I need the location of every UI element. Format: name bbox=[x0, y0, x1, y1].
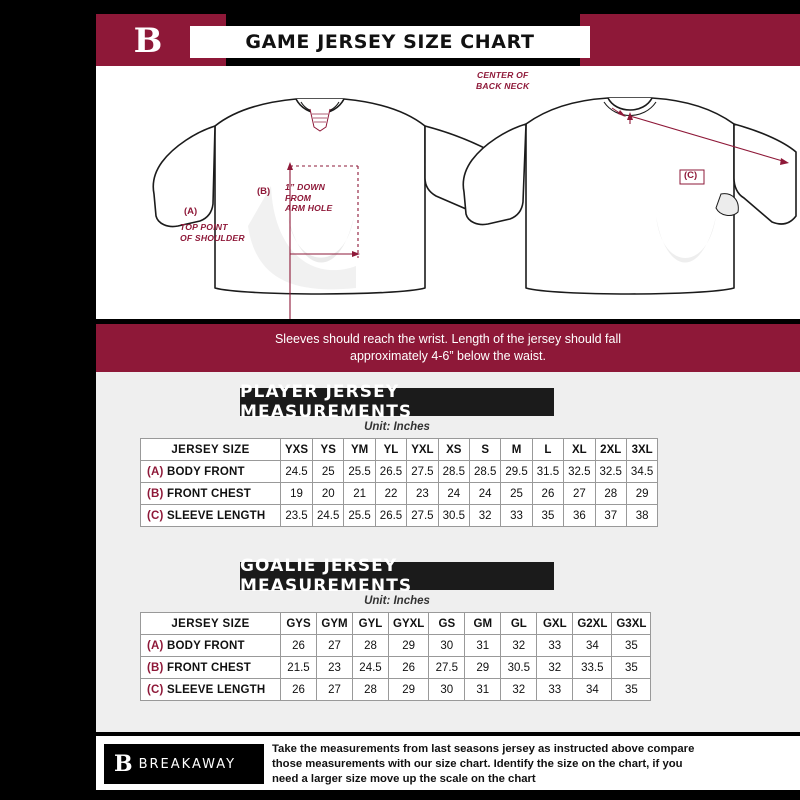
table-cell: 32 bbox=[537, 657, 573, 679]
table-cell: 37 bbox=[595, 505, 626, 527]
table-cell: 27.5 bbox=[407, 505, 438, 527]
table-cell: 25.5 bbox=[344, 461, 375, 483]
footer-logo-icon: B bbox=[114, 751, 133, 777]
column-header-size: XL bbox=[564, 439, 595, 461]
table-cell: 32 bbox=[501, 679, 537, 701]
table-cell: 24.5 bbox=[353, 657, 389, 679]
table-cell: 30.5 bbox=[501, 657, 537, 679]
table-cell: 30 bbox=[429, 679, 465, 701]
row-label: SLEEVE LENGTH bbox=[166, 509, 266, 522]
goalie-section-title-box bbox=[240, 556, 554, 596]
column-header-size: 3XL bbox=[626, 439, 657, 461]
table-cell: 26 bbox=[281, 635, 317, 657]
row-tag: (A) bbox=[147, 639, 167, 652]
table-cell: 28 bbox=[595, 483, 626, 505]
player-unit-label: Unit: Inches bbox=[364, 421, 430, 433]
column-header-size: L bbox=[532, 439, 563, 461]
table-cell: 19 bbox=[281, 483, 313, 505]
footer-instructions: Take the measurements from last seasons jersey as instructed above compare those measurements with our size chart. Identify the size on the chart, if you need a larger size move up the scale on the chart bbox=[272, 743, 695, 785]
table-cell: 23.5 bbox=[281, 505, 313, 527]
row-header bbox=[141, 483, 281, 505]
column-header-size: YL bbox=[375, 439, 406, 461]
fit-note-line2: approximately 4-6” below the waist. bbox=[350, 349, 546, 363]
table-cell: 32.5 bbox=[564, 461, 595, 483]
tag-b-icon: (B) bbox=[257, 186, 271, 197]
table-row bbox=[141, 461, 658, 483]
table-cell: 30.5 bbox=[438, 505, 469, 527]
row-tag: (B) bbox=[147, 661, 167, 674]
table-cell: 26 bbox=[389, 657, 429, 679]
table-cell: 21.5 bbox=[281, 657, 317, 679]
column-header-size: YM bbox=[344, 439, 375, 461]
column-header-size: YXS bbox=[281, 439, 313, 461]
table-cell: 31 bbox=[465, 679, 501, 701]
column-header-size: GYXL bbox=[389, 613, 429, 635]
column-header-size: GYS bbox=[281, 613, 317, 635]
table-cell: 29 bbox=[465, 657, 501, 679]
column-header-size: XS bbox=[438, 439, 469, 461]
table-cell: 24 bbox=[469, 483, 500, 505]
table-cell: 27.5 bbox=[407, 461, 438, 483]
player-section-title: PLAYER JERSEY MEASUREMENTS bbox=[240, 382, 413, 422]
table-cell: 27 bbox=[317, 635, 353, 657]
table-cell: 29 bbox=[389, 635, 429, 657]
table-header-row bbox=[141, 439, 658, 461]
column-header-size: GL bbox=[501, 613, 537, 635]
row-label: SLEEVE LENGTH bbox=[166, 683, 266, 696]
label-center-back-neck: CENTER OF BACK NECK bbox=[476, 70, 530, 91]
table-cell: 36 bbox=[564, 505, 595, 527]
body-left-strip bbox=[0, 372, 96, 732]
column-header-size: 2XL bbox=[595, 439, 626, 461]
label-top-point-shoulder: TOP POINT OF SHOULDER bbox=[180, 222, 245, 243]
table-cell: 35 bbox=[612, 635, 651, 657]
row-header bbox=[141, 505, 281, 527]
column-header-size: GYL bbox=[353, 613, 389, 635]
table-cell: 20 bbox=[313, 483, 344, 505]
table-cell: 25 bbox=[313, 461, 344, 483]
table-cell: 35 bbox=[532, 505, 563, 527]
row-header bbox=[141, 461, 281, 483]
table-row bbox=[141, 483, 658, 505]
player-measurements-table bbox=[140, 438, 658, 527]
table-cell: 29 bbox=[389, 679, 429, 701]
row-label: FRONT CHEST bbox=[166, 487, 251, 500]
table-cell: 32.5 bbox=[595, 461, 626, 483]
jersey-diagram-svg bbox=[96, 66, 800, 319]
table-cell: 32 bbox=[501, 635, 537, 657]
brand-logo-icon: B bbox=[133, 21, 163, 61]
row-tag: (C) bbox=[147, 683, 167, 696]
jersey-illustration-panel bbox=[96, 66, 800, 319]
table-cell: 21 bbox=[344, 483, 375, 505]
table-cell: 23 bbox=[317, 657, 353, 679]
table-cell: 24.5 bbox=[313, 505, 344, 527]
table-cell: 34 bbox=[573, 635, 612, 657]
table-row bbox=[141, 657, 651, 679]
table-cell: 22 bbox=[375, 483, 406, 505]
column-header-jersey-size: JERSEY SIZE bbox=[141, 439, 281, 461]
table-cell: 27.5 bbox=[429, 657, 465, 679]
row-tag: (C) bbox=[147, 509, 167, 522]
notebar-left-strip bbox=[0, 324, 96, 372]
goalie-unit-label: Unit: Inches bbox=[364, 595, 430, 607]
column-header-size: YXL bbox=[407, 439, 438, 461]
column-header-size: GM bbox=[465, 613, 501, 635]
table-cell: 35 bbox=[612, 679, 651, 701]
table-cell: 35 bbox=[612, 657, 651, 679]
table-cell: 38 bbox=[626, 505, 657, 527]
table-row bbox=[141, 679, 651, 701]
table-cell: 30 bbox=[429, 635, 465, 657]
fit-note-bar bbox=[96, 324, 800, 372]
table-cell: 33.5 bbox=[573, 657, 612, 679]
column-header-size: G3XL bbox=[612, 613, 651, 635]
player-section-title-box bbox=[240, 382, 554, 422]
table-cell: 25.5 bbox=[344, 505, 375, 527]
row-tag: (A) bbox=[147, 465, 167, 478]
table-cell: 26.5 bbox=[375, 461, 406, 483]
table-cell: 29 bbox=[626, 483, 657, 505]
row-header bbox=[141, 657, 281, 679]
table-cell: 26 bbox=[532, 483, 563, 505]
table-row bbox=[141, 505, 658, 527]
row-tag: (B) bbox=[147, 487, 167, 500]
table-header-row bbox=[141, 613, 651, 635]
table-cell: 26 bbox=[281, 679, 317, 701]
table-cell: 25 bbox=[501, 483, 532, 505]
row-label: BODY FRONT bbox=[166, 465, 245, 478]
header-accent-right bbox=[580, 14, 800, 66]
table-cell: 28 bbox=[353, 635, 389, 657]
table-cell: 33 bbox=[537, 679, 573, 701]
table-cell: 34 bbox=[573, 679, 612, 701]
row-header bbox=[141, 635, 281, 657]
tag-c-icon: (C) bbox=[684, 170, 698, 181]
row-header bbox=[141, 679, 281, 701]
footer-brand bbox=[104, 744, 264, 784]
table-cell: 27 bbox=[317, 679, 353, 701]
table-cell: 26.5 bbox=[375, 505, 406, 527]
footer-brand-name: BREAKAWAY bbox=[138, 756, 237, 772]
column-header-size: GS bbox=[429, 613, 465, 635]
table-cell: 34.5 bbox=[626, 461, 657, 483]
table-cell: 28.5 bbox=[438, 461, 469, 483]
illustration-left-strip bbox=[0, 66, 96, 319]
table-cell: 33 bbox=[537, 635, 573, 657]
table-cell: 33 bbox=[501, 505, 532, 527]
table-cell: 28 bbox=[353, 679, 389, 701]
table-cell: 27 bbox=[564, 483, 595, 505]
table-cell: 23 bbox=[407, 483, 438, 505]
goalie-measurements-table bbox=[140, 612, 651, 701]
table-cell: 31 bbox=[465, 635, 501, 657]
table-cell: 24.5 bbox=[281, 461, 313, 483]
page-title-box bbox=[190, 26, 590, 58]
table-cell: 29.5 bbox=[501, 461, 532, 483]
column-header-size: GXL bbox=[537, 613, 573, 635]
column-header-size: GYM bbox=[317, 613, 353, 635]
column-header-size: G2XL bbox=[573, 613, 612, 635]
row-label: FRONT CHEST bbox=[166, 661, 251, 674]
column-header-size: YS bbox=[313, 439, 344, 461]
table-cell: 31.5 bbox=[532, 461, 563, 483]
column-header-size: S bbox=[469, 439, 500, 461]
goalie-section-title: GOALIE JERSEY MEASUREMENTS bbox=[240, 556, 413, 596]
fit-note-line1: Sleeves should reach the wrist. Length of the jersey should fall bbox=[274, 332, 622, 346]
column-header-jersey-size: JERSEY SIZE bbox=[141, 613, 281, 635]
table-row bbox=[141, 635, 651, 657]
table-cell: 32 bbox=[469, 505, 500, 527]
label-one-inch-down: 1” DOWN FROM ARM HOLE bbox=[285, 182, 333, 213]
table-cell: 24 bbox=[438, 483, 469, 505]
page-title: GAME JERSEY SIZE CHART bbox=[245, 31, 535, 53]
column-header-size: M bbox=[501, 439, 532, 461]
row-label: BODY FRONT bbox=[166, 639, 245, 652]
tag-a-icon: (A) bbox=[184, 206, 198, 217]
table-cell: 28.5 bbox=[469, 461, 500, 483]
